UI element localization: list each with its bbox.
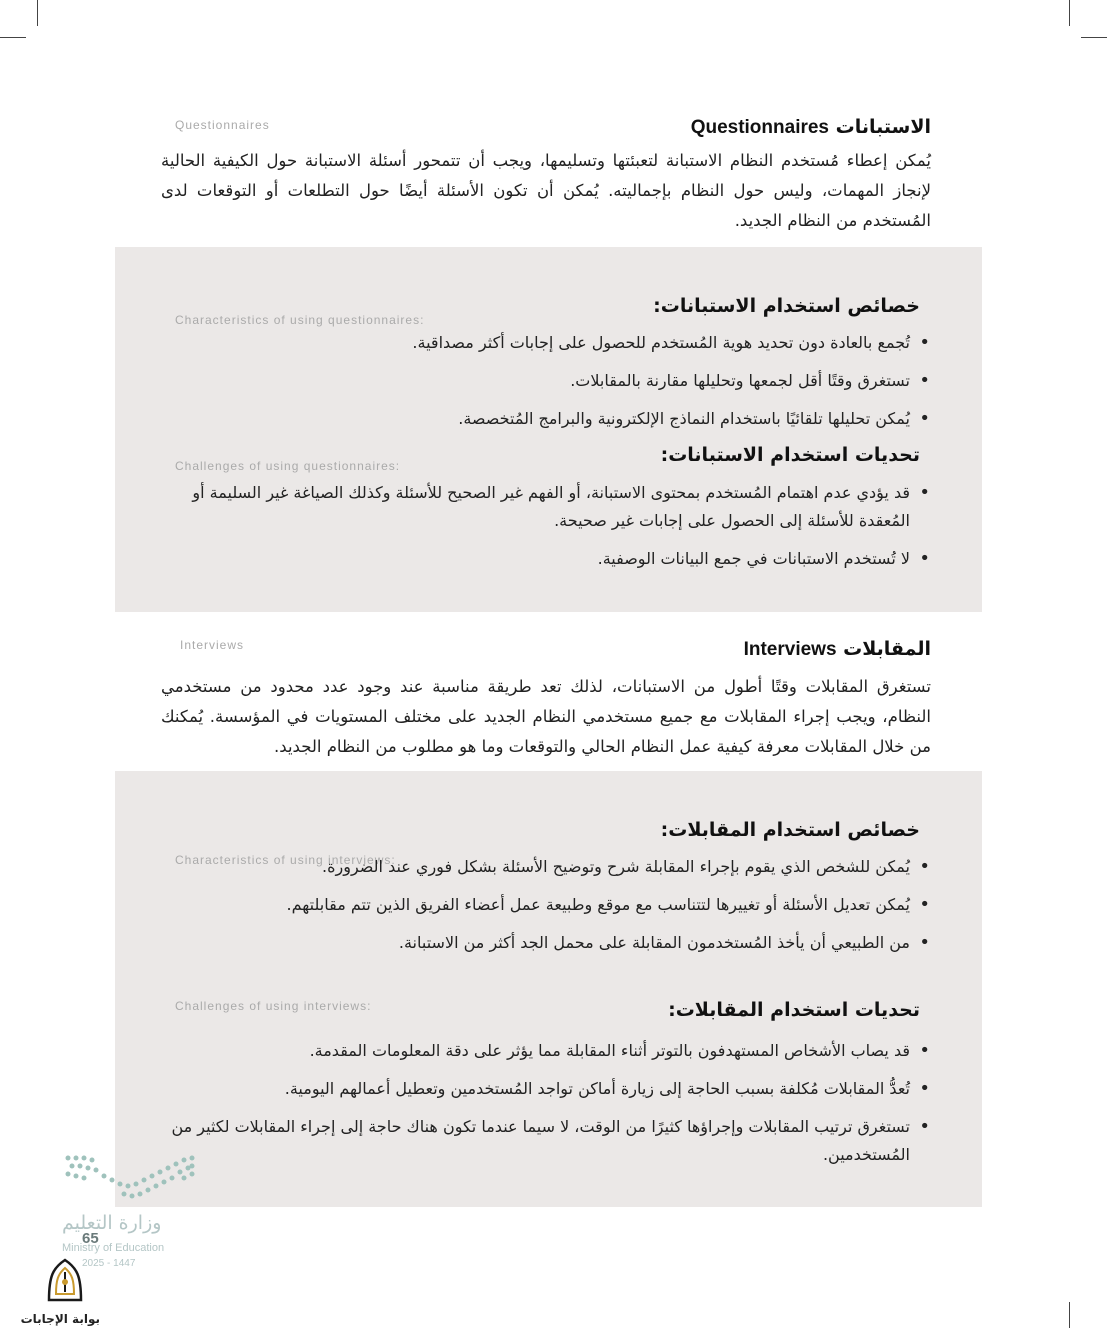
interviews-challenges-heading: تحديات استخدام المقابلات: [668,999,920,1021]
interviews-box [115,771,982,1207]
crop-mark [1069,0,1070,26]
questionnaires-paragraph: يُمكن إعطاء مُستخدم النظام الاستبانة لتعبئتها وتسليمها، ويجب أن تتمحور أسئلة الاستبانة حول الكيفية الحالية لإنجاز المهمات، وليس حول النظام بإجماليته. يُمكن أن تكون الأسئلة أيضًا حول التطلعات أو التوقعات لدى المُستخدم من النظام الجديد. [161,151,931,230]
interviews-title-en: Interviews [743,639,837,660]
interviews-features-faint: Characteristics of using interviews: [175,853,396,867]
questionnaires-challenges-faint: Challenges of using questionnaires: [175,459,401,473]
page-number: 65 [82,1230,99,1247]
list-item: • يُمكن تعديل الأسئلة أو تغييرها لتتناسب مع موقع وطبيعة عمل أعضاء الفريق الذين تتم مقابلتهم. [160,891,930,919]
interviews-title-ar: المقابلات [843,638,931,660]
questionnaires-title-ar: الاستبانات [835,116,931,138]
list-item: • تستغرق وقتًا أقل لجمعها وتحليلها مقارنة بالمقابلات. [160,367,930,395]
interviews-faint-label: Interviews [180,638,245,652]
interviews-features-list [160,853,930,967]
questionnaires-box [115,247,982,612]
questionnaires-features-faint: Characteristics of using questionnaires: [175,313,425,327]
list-item: • تُجمع بالعادة دون تحديد هوية المُستخدم للحصول على إجابات أكثر مصداقية. [160,329,930,357]
interviews-features-heading: خصائص استخدام المقابلات: [660,819,920,841]
ministry-name-en: Ministry of Education [62,1242,165,1254]
interviews-paragraph: تستغرق المقابلات وقتًا أطول من الاستبانات، لذلك تعد طريقة مناسبة عند وجود عدد محدود من مستخدمي النظام، ويجب إجراء المقابلات مع جميع مستخدمي النظام الجديد على مختلف المستويات في المؤسسة. يُمكنك من خلال المقابلات معرفة كيفية عمل النظام الحالي والتوقعات وما هو مطلوب من النظام الجديد. [161,677,931,756]
list-item: • يُمكن تحليلها تلقائيًا باستخدام النماذج الإلكترونية والبرامج المُتخصصة. [160,405,930,433]
list-item: • من الطبيعي أن يأخذ المُستخدمون المقابلة على محمل الجد أكثر من الاستبانة. [160,929,930,957]
list-item: • تستغرق ترتيب المقابلات وإجراؤها كثيرًا من الوقت، لا سيما عندما تكون هناك حاجة إلى إجراء المقابلات لكثير من المُستخدمين. [160,1113,930,1169]
edition-year: 2025 - 1447 [82,1258,136,1269]
list-item: • قد يؤدي عدم اهتمام المُستخدم بمحتوى الاستبانة، أو الفهم غير الصحيح للأسئلة وكذلك الصياغة غير السليمة أو المُعقدة للأسئلة إلى الحصول على إجابات غير صحيحة. [160,479,930,535]
questionnaires-faint-label: Questionnaires [175,118,270,132]
ministry-name-ar: وزارة التعليم [62,1212,162,1234]
questionnaires-challenges-heading: تحديات استخدام الاستبانات: [660,444,920,466]
ministry-logo-icon [60,1150,200,1210]
pen-nib-icon [45,1258,85,1302]
questionnaires-title-en: Questionnaires [690,117,830,138]
interviews-challenges-list [160,1037,930,1179]
site-name: بوابة الإجابات [20,1312,100,1326]
crop-mark [0,37,26,38]
questionnaires-challenges-list [160,479,930,583]
crop-mark [1081,37,1107,38]
list-item: • قد يصاب الأشخاص المستهدفون بالتوتر أثناء المقابلة مما يؤثر على دقة المعلومات المقدمة. [160,1037,930,1065]
questionnaires-features-heading: خصائص استخدام الاستبانات: [653,295,920,317]
crop-mark [1069,1302,1070,1328]
list-item: • تُعدُّ المقابلات مُكلفة بسبب الحاجة إلى زيارة أماكن تواجد المُستخدمين وتعطيل أعمالهم اليومية. [160,1075,930,1103]
crop-mark [37,0,38,26]
list-item: • لا تُستخدم الاستبانات في جمع البيانات الوصفية. [160,545,930,573]
questionnaires-title [691,116,931,139]
site-logo[interactable] [20,1258,100,1326]
interviews-challenges-faint: Challenges of using interviews: [175,999,372,1013]
interviews-title [744,638,931,661]
list-item: • يُمكن للشخص الذي يقوم بإجراء المقابلة شرح وتوضيح الأسئلة بشكل فوري عند الضرورة. [160,853,930,881]
questionnaires-features-list [160,329,930,443]
